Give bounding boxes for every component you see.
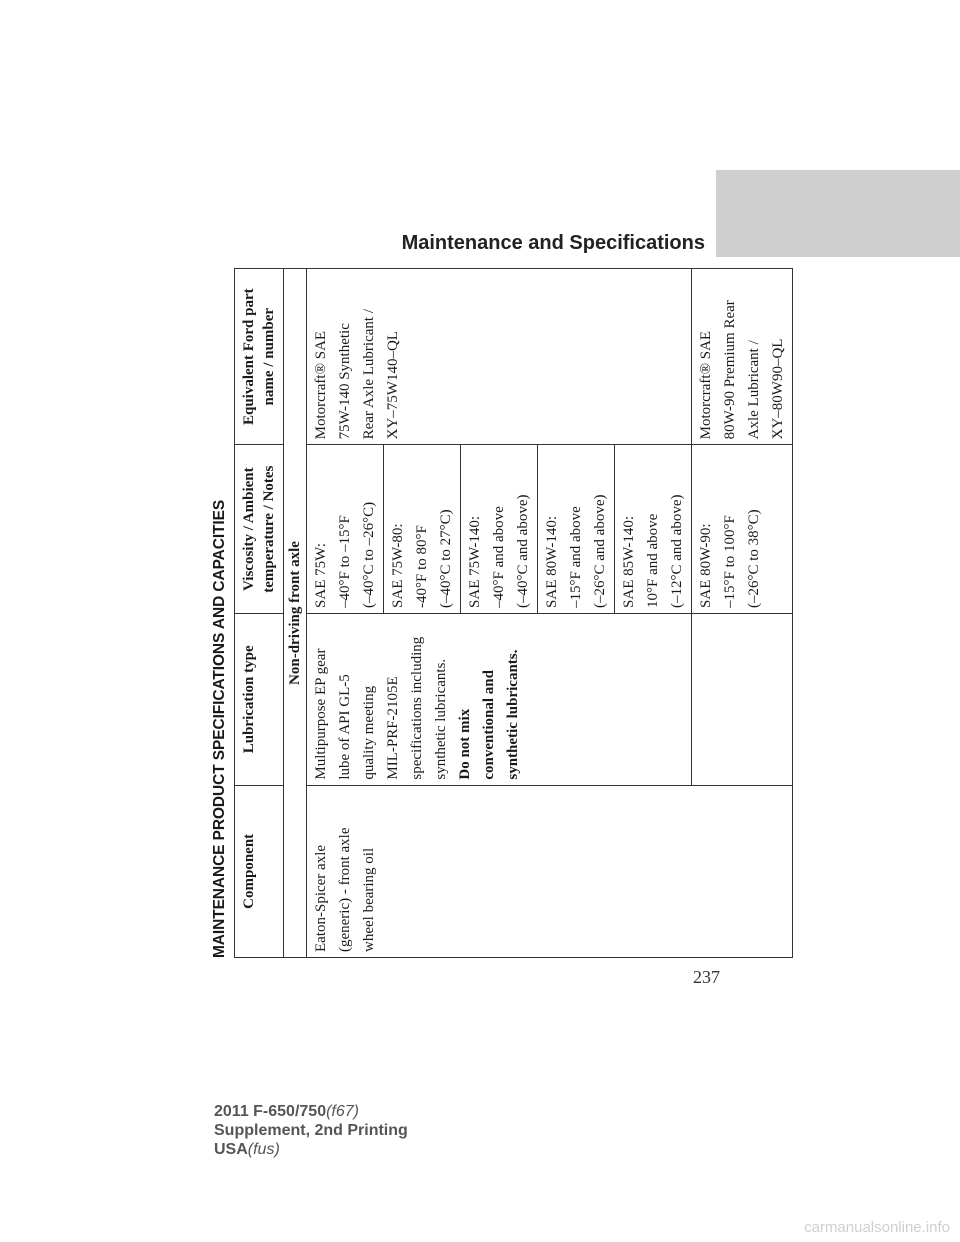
- viscosity-temp-c: (–40°C to –26°C): [361, 501, 377, 608]
- viscosity-cell: [692, 445, 793, 614]
- lubrication-line: Multipurpose EP gear: [313, 648, 329, 780]
- viscosity-temp-c: (–40°C to 27°C): [438, 509, 454, 608]
- lubrication-line: specifications including: [409, 636, 425, 780]
- viscosity-grade: SAE 80W-140:: [544, 515, 560, 608]
- component-cell: [307, 785, 793, 957]
- watermark: carmanualsonline.info: [804, 1219, 950, 1236]
- lubrication-line: synthetic lubricants.: [433, 658, 449, 780]
- table-heading: MAINTENANCE PRODUCT SPECIFICATIONS AND CAPACITIES: [211, 499, 228, 958]
- subheading-row: [284, 269, 307, 958]
- viscosity-temp-f: –40°F to –15°F: [337, 515, 353, 608]
- viscosity-temp-f: –15°F to 100°F: [722, 515, 738, 608]
- viscosity-grade: SAE 80W-90:: [698, 523, 714, 608]
- table-header-row: [235, 269, 284, 958]
- viscosity-cell: [384, 445, 461, 614]
- ford-part-line: XY–75W140–QL: [385, 331, 401, 440]
- spec-table: [234, 268, 793, 958]
- lubrication-warning-line: Do not mix: [457, 708, 473, 780]
- section-title: Maintenance and Specifications: [401, 232, 705, 254]
- footer-model-code: (f67): [326, 1103, 359, 1120]
- rotated-spec-section: [206, 268, 786, 958]
- column-header-component: Component: [235, 785, 284, 957]
- column-header-viscosity: Viscosity / Ambient temperature / Notes: [235, 445, 284, 614]
- viscosity-grade: SAE 75W-80:: [390, 523, 406, 608]
- ford-part-line: XY–80W90–QL: [770, 338, 786, 440]
- ford-part-line: Motorcraft® SAE: [313, 330, 329, 440]
- ford-part-line: Axle Lubricant /: [746, 340, 762, 440]
- component-line: Eaton-Spicer axle: [313, 844, 329, 952]
- viscosity-cell: [307, 445, 384, 614]
- ford-part-line: Motorcraft® SAE: [698, 330, 714, 440]
- component-line: wheel bearing oil: [361, 847, 377, 952]
- subheading: Non-driving front axle: [284, 269, 307, 958]
- footer-market-code: (fus): [247, 1141, 280, 1158]
- page-number: 237: [693, 967, 720, 987]
- footer-market: USA: [214, 1141, 248, 1158]
- footer: [214, 1102, 408, 1159]
- table-row: [307, 269, 384, 958]
- footer-line-2: Supplement, 2nd Printing: [214, 1122, 408, 1139]
- viscosity-temp-f: –40°F and above: [491, 506, 507, 608]
- footer-model: 2011 F-650/750: [214, 1103, 327, 1120]
- ford-part-line: 80W-90 Premium Rear: [722, 300, 738, 440]
- ford-part-cell: [307, 269, 692, 445]
- viscosity-cell: [615, 445, 692, 614]
- viscosity-cell: [461, 445, 538, 614]
- viscosity-cell: [538, 445, 615, 614]
- viscosity-temp-c: (–26°C to 38°C): [746, 509, 762, 608]
- lubrication-line: quality meeting: [361, 685, 377, 780]
- viscosity-temp-c: (–12°C and above): [669, 494, 685, 608]
- lubrication-cell: [307, 613, 692, 785]
- viscosity-grade: SAE 85W-140:: [621, 515, 637, 608]
- lubrication-line: MIL-PRF-2105E: [385, 676, 401, 780]
- viscosity-temp-c: (–40°C and above): [515, 494, 531, 608]
- viscosity-temp-f: 10°F and above: [645, 513, 661, 608]
- footer-line-3: [214, 1140, 408, 1159]
- footer-line-1: [214, 1102, 408, 1121]
- column-header-ford-part: Equivalent Ford part name / number: [235, 269, 284, 445]
- lubrication-cell-empty: [692, 613, 793, 785]
- ford-part-cell: [692, 269, 793, 445]
- viscosity-grade: SAE 75W-140:: [467, 515, 483, 608]
- lubrication-line: lube of API GL-5: [337, 674, 353, 780]
- viscosity-temp-f: –15°F and above: [568, 506, 584, 608]
- lubrication-warning-line: conventional and: [481, 670, 497, 780]
- column-header-lubrication: Lubrication type: [235, 613, 284, 785]
- ford-part-line: Rear Axle Lubricant /: [361, 309, 377, 440]
- viscosity-temp-c: (–26°C and above): [592, 494, 608, 608]
- ford-part-line: 75W-140 Synthetic: [337, 323, 353, 440]
- section-tab: [716, 170, 960, 257]
- viscosity-temp-f: -40°F to 80°F: [414, 525, 430, 608]
- viscosity-grade: SAE 75W:: [313, 543, 329, 608]
- lubrication-warning-line: synthetic lubricants.: [505, 649, 521, 780]
- component-line: (generic) - front axle: [337, 827, 353, 952]
